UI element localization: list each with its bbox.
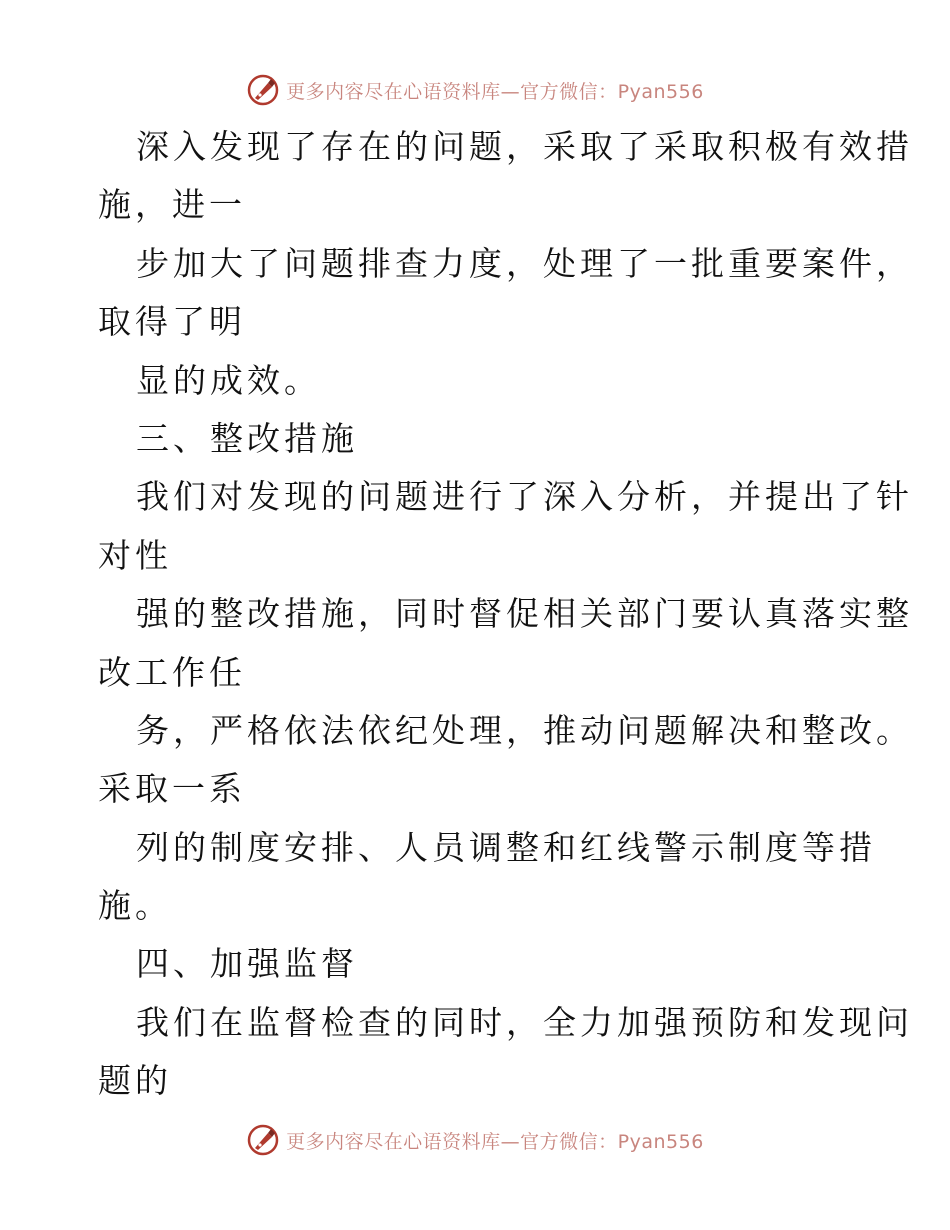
text-line: 三、整改措施 — [136, 418, 358, 458]
footer-banner — [0, 1120, 950, 1160]
text-line: 我们对发现的问题进行了深入分析，并提出了针 — [136, 477, 913, 517]
pen-nib-logo-icon — [246, 1123, 280, 1157]
text-line: 列的制度安排、人员调整和红线警示制度等措 — [136, 827, 876, 867]
text-line: 改工作任 — [98, 652, 246, 692]
text-line: 强的整改措施，同时督促相关部门要认真落实整 — [136, 594, 913, 634]
text-line: 题的 — [98, 1061, 172, 1101]
header-banner — [0, 70, 950, 110]
text-line: 显的成效。 — [136, 360, 321, 400]
text-line: 对性 — [98, 535, 172, 575]
footer-banner-text: 更多内容尽在心语资料库—官方微信：Pyan556 — [286, 1130, 704, 1153]
header-banner-text: 更多内容尽在心语资料库—官方微信：Pyan556 — [286, 80, 704, 103]
text-line: 施。 — [98, 886, 172, 926]
text-line: 深入发现了存在的问题，采取了采取积极有效措 — [136, 127, 913, 166]
pen-nib-logo-icon — [246, 73, 280, 107]
text-line: 四、加强监督 — [136, 944, 358, 984]
text-line: 步加大了问题排查力度，处理了一批重要案件， — [136, 243, 913, 283]
text-line: 我们在监督检查的同时，全力加强预防和发现问 — [136, 1002, 913, 1042]
document-body — [98, 118, 913, 1111]
text-line: 务，严格依法依纪处理，推动问题解决和整改。 — [136, 710, 913, 750]
text-line: 施，进一 — [98, 185, 246, 225]
text-line: 取得了明 — [98, 302, 246, 342]
text-line: 采取一系 — [98, 769, 246, 809]
